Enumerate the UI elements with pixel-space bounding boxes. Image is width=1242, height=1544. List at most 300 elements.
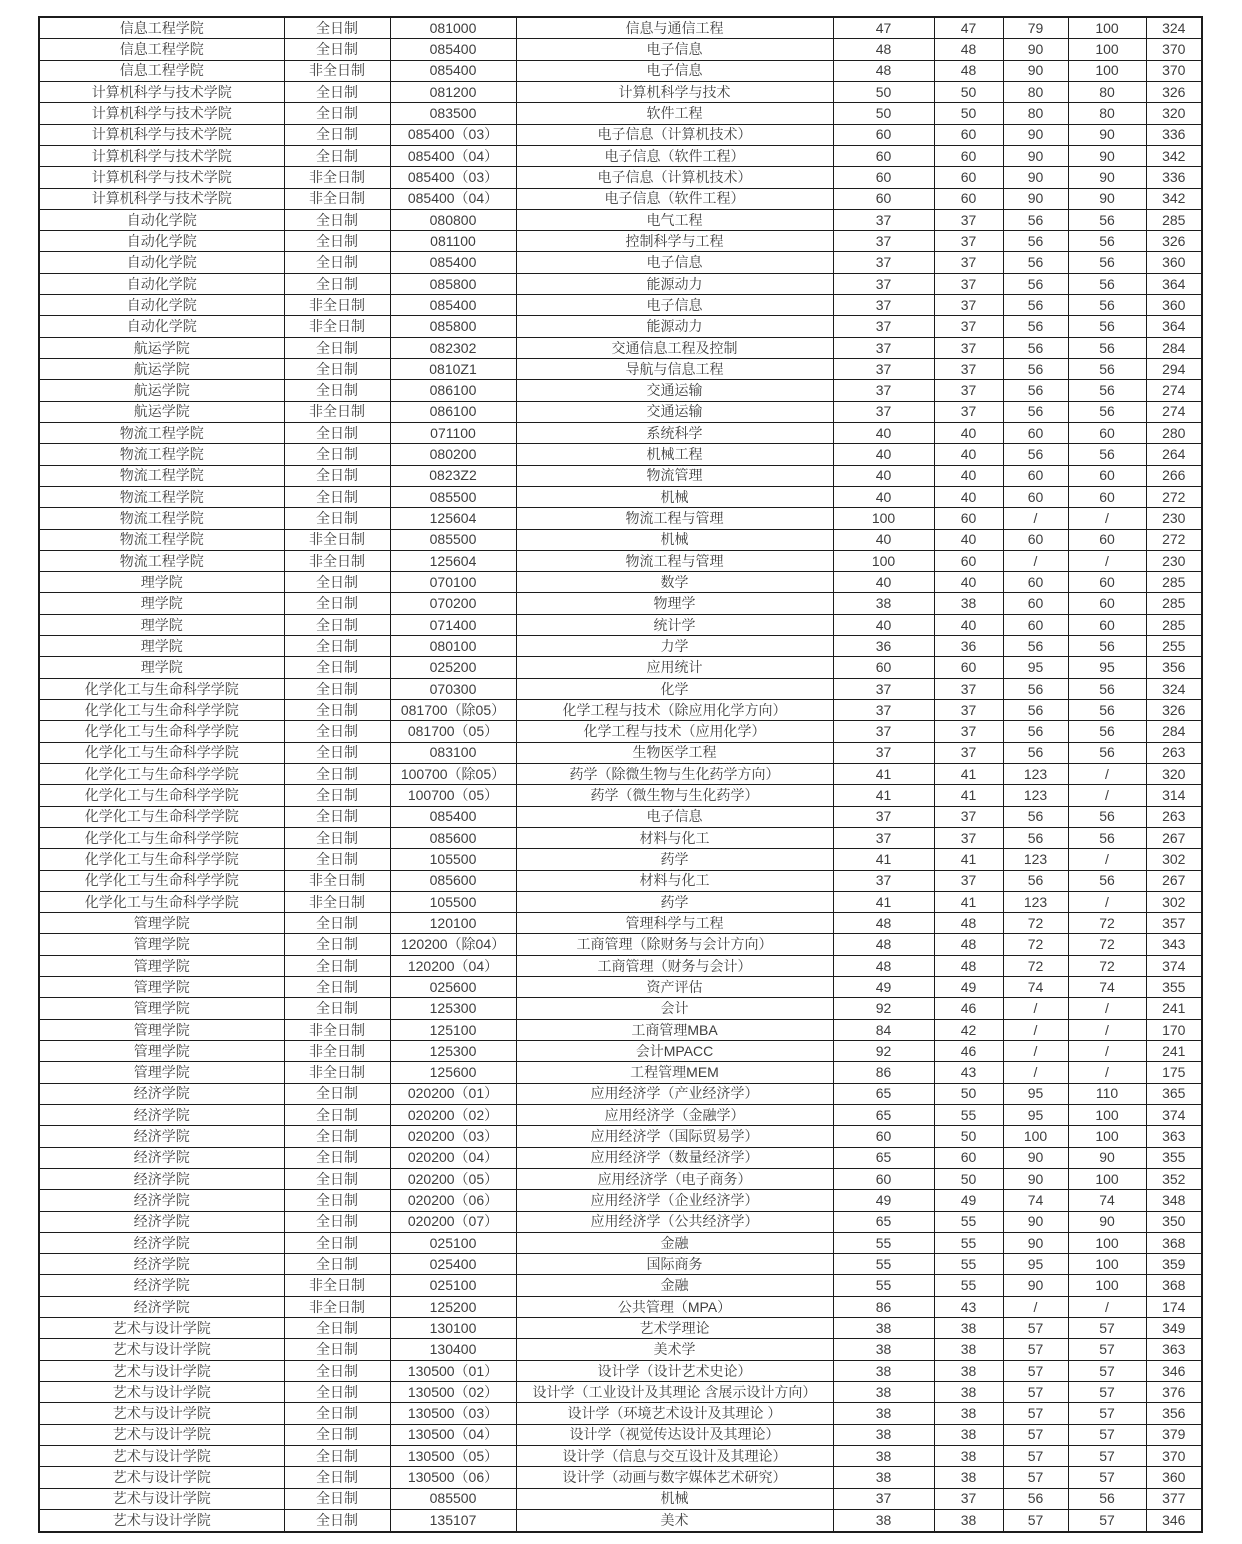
score-cell: 57 <box>1068 1424 1146 1445</box>
study-type-cell: 全日制 <box>284 977 390 998</box>
total-score-cell: 355 <box>1146 977 1202 998</box>
major-code-cell: 105500 <box>390 849 516 870</box>
score-cell: 37 <box>934 700 1003 721</box>
score-cell: 56 <box>1068 827 1146 848</box>
score-cell: 37 <box>934 721 1003 742</box>
table-row <box>39 678 1202 699</box>
table-row <box>39 508 1202 529</box>
total-score-cell: 272 <box>1146 486 1202 507</box>
table-row <box>39 977 1202 998</box>
table-row <box>39 998 1202 1019</box>
major-name-cell: 交通运输 <box>516 401 833 422</box>
score-cell: 37 <box>833 870 934 891</box>
major-name-cell: 电子信息（计算机技术） <box>516 167 833 188</box>
major-name-cell: 物流工程与管理 <box>516 508 833 529</box>
score-cell: 57 <box>1068 1318 1146 1339</box>
score-cell: 38 <box>833 593 934 614</box>
table-row <box>39 39 1202 60</box>
college-cell: 管理学院 <box>39 955 284 976</box>
total-score-cell: 336 <box>1146 167 1202 188</box>
score-cell: 90 <box>1068 1211 1146 1232</box>
major-code-cell: 025100 <box>390 1275 516 1296</box>
total-score-cell: 370 <box>1146 60 1202 81</box>
major-code-cell: 020200（06） <box>390 1190 516 1211</box>
score-cell: 56 <box>1003 870 1068 891</box>
major-name-cell: 设计学（视觉传达设计及其理论） <box>516 1424 833 1445</box>
study-type-cell: 非全日制 <box>284 1062 390 1083</box>
score-cell: 72 <box>1068 913 1146 934</box>
college-cell: 计算机科学与技术学院 <box>39 103 284 124</box>
total-score-cell: 274 <box>1146 401 1202 422</box>
table-row <box>39 1254 1202 1275</box>
major-name-cell: 应用经济学（金融学） <box>516 1104 833 1125</box>
score-cell: 38 <box>934 1339 1003 1360</box>
study-type-cell: 全日制 <box>284 1318 390 1339</box>
score-cell: 56 <box>1068 742 1146 763</box>
study-type-cell: 全日制 <box>284 998 390 1019</box>
table-row <box>39 145 1202 166</box>
college-cell: 自动化学院 <box>39 209 284 230</box>
score-cell: 42 <box>934 1019 1003 1040</box>
major-code-cell: 130100 <box>390 1318 516 1339</box>
score-cell: 40 <box>934 444 1003 465</box>
score-cell: 60 <box>1003 593 1068 614</box>
table-row <box>39 636 1202 657</box>
score-cell: 56 <box>1068 401 1146 422</box>
total-score-cell: 348 <box>1146 1190 1202 1211</box>
study-type-cell: 非全日制 <box>284 1019 390 1040</box>
total-score-cell: 360 <box>1146 252 1202 273</box>
score-cell: / <box>1003 550 1068 571</box>
college-cell: 化学化工与生命科学学院 <box>39 870 284 891</box>
study-type-cell: 全日制 <box>284 1445 390 1466</box>
total-score-cell: 284 <box>1146 721 1202 742</box>
score-cell: 49 <box>833 1190 934 1211</box>
study-type-cell: 全日制 <box>284 742 390 763</box>
score-cell: 40 <box>833 422 934 443</box>
score-cell: 38 <box>934 1467 1003 1488</box>
table-row <box>39 785 1202 806</box>
score-cell: 72 <box>1003 955 1068 976</box>
major-name-cell: 工商管理MBA <box>516 1019 833 1040</box>
table-row <box>39 465 1202 486</box>
table-row <box>39 891 1202 912</box>
score-cell: 56 <box>1003 337 1068 358</box>
score-cell: 56 <box>1068 806 1146 827</box>
table-row <box>39 1445 1202 1466</box>
score-cell: 37 <box>833 1488 934 1509</box>
score-cell: 40 <box>833 529 934 550</box>
score-cell: 100 <box>1003 1126 1068 1147</box>
major-code-cell: 083100 <box>390 742 516 763</box>
major-name-cell: 物流工程与管理 <box>516 550 833 571</box>
score-cell: / <box>1068 998 1146 1019</box>
table-row <box>39 1403 1202 1424</box>
score-cell: 57 <box>1068 1382 1146 1403</box>
college-cell: 艺术与设计学院 <box>39 1509 284 1532</box>
score-cell: / <box>1003 1296 1068 1317</box>
score-cell: 60 <box>1068 529 1146 550</box>
score-cell: 40 <box>934 572 1003 593</box>
table-row <box>39 955 1202 976</box>
college-cell: 信息工程学院 <box>39 39 284 60</box>
score-cell: 72 <box>1003 934 1068 955</box>
college-cell: 经济学院 <box>39 1211 284 1232</box>
study-type-cell: 全日制 <box>284 806 390 827</box>
score-cell: 56 <box>1003 700 1068 721</box>
score-cell: 56 <box>1003 444 1068 465</box>
major-name-cell: 软件工程 <box>516 103 833 124</box>
major-name-cell: 电子信息 <box>516 806 833 827</box>
table-row <box>39 337 1202 358</box>
table-row <box>39 209 1202 230</box>
table-row <box>39 273 1202 294</box>
score-cell: 57 <box>1068 1360 1146 1381</box>
score-cell: 90 <box>1068 188 1146 209</box>
score-cell: / <box>1068 508 1146 529</box>
score-cell: 37 <box>934 806 1003 827</box>
score-cell: 60 <box>833 657 934 678</box>
table-row <box>39 1509 1202 1532</box>
major-code-cell: 125300 <box>390 998 516 1019</box>
major-code-cell: 081200 <box>390 81 516 102</box>
total-score-cell: 377 <box>1146 1488 1202 1509</box>
score-cell: 37 <box>833 806 934 827</box>
score-cell: / <box>1068 785 1146 806</box>
score-cell: 48 <box>934 934 1003 955</box>
score-cell: 38 <box>833 1318 934 1339</box>
score-cell: 37 <box>934 827 1003 848</box>
score-cell: 41 <box>934 763 1003 784</box>
score-cell: 72 <box>1068 934 1146 955</box>
study-type-cell: 全日制 <box>284 1382 390 1403</box>
table-row <box>39 167 1202 188</box>
score-cell: 123 <box>1003 891 1068 912</box>
major-code-cell: 125604 <box>390 550 516 571</box>
total-score-cell: 343 <box>1146 934 1202 955</box>
study-type-cell: 非全日制 <box>284 870 390 891</box>
score-cell: 37 <box>934 380 1003 401</box>
score-cell: 95 <box>1068 657 1146 678</box>
score-cell: 38 <box>934 1318 1003 1339</box>
score-cell: 41 <box>833 891 934 912</box>
study-type-cell: 全日制 <box>284 700 390 721</box>
score-cell: 60 <box>1068 465 1146 486</box>
table-row <box>39 124 1202 145</box>
major-code-cell: 025100 <box>390 1232 516 1253</box>
score-cell: 37 <box>934 316 1003 337</box>
table-row <box>39 657 1202 678</box>
score-cell: 38 <box>934 1509 1003 1532</box>
score-cell: 48 <box>833 934 934 955</box>
total-score-cell: 314 <box>1146 785 1202 806</box>
total-score-cell: 285 <box>1146 209 1202 230</box>
score-cell: 74 <box>1003 1190 1068 1211</box>
score-cell: 43 <box>934 1062 1003 1083</box>
college-cell: 计算机科学与技术学院 <box>39 145 284 166</box>
table-row <box>39 231 1202 252</box>
score-cell: 38 <box>833 1509 934 1532</box>
study-type-cell: 全日制 <box>284 1211 390 1232</box>
study-type-cell: 全日制 <box>284 934 390 955</box>
table-row <box>39 1041 1202 1062</box>
score-cell: / <box>1003 1062 1068 1083</box>
score-cell: / <box>1003 1041 1068 1062</box>
score-cell: 46 <box>934 998 1003 1019</box>
score-cell: 90 <box>1003 1147 1068 1168</box>
major-name-cell: 管理科学与工程 <box>516 913 833 934</box>
score-cell: 48 <box>833 39 934 60</box>
score-cell: 41 <box>833 785 934 806</box>
college-cell: 经济学院 <box>39 1190 284 1211</box>
table-row <box>39 316 1202 337</box>
study-type-cell: 全日制 <box>284 1147 390 1168</box>
table-row <box>39 763 1202 784</box>
score-cell: 40 <box>833 444 934 465</box>
college-cell: 理学院 <box>39 614 284 635</box>
score-cell: 48 <box>934 955 1003 976</box>
total-score-cell: 272 <box>1146 529 1202 550</box>
study-type-cell: 全日制 <box>284 508 390 529</box>
major-code-cell: 130500（02） <box>390 1382 516 1403</box>
score-cell: 123 <box>1003 849 1068 870</box>
table-row <box>39 614 1202 635</box>
major-code-cell: 120200（04） <box>390 955 516 976</box>
major-name-cell: 能源动力 <box>516 273 833 294</box>
major-name-cell: 信息与通信工程 <box>516 17 833 39</box>
major-code-cell: 082302 <box>390 337 516 358</box>
score-cell: 55 <box>934 1232 1003 1253</box>
total-score-cell: 324 <box>1146 17 1202 39</box>
score-cell: 56 <box>1003 636 1068 657</box>
college-cell: 化学化工与生命科学学院 <box>39 849 284 870</box>
score-cell: 37 <box>934 1488 1003 1509</box>
score-cell: 37 <box>833 209 934 230</box>
table-row <box>39 252 1202 273</box>
major-name-cell: 应用统计 <box>516 657 833 678</box>
college-cell: 经济学院 <box>39 1104 284 1125</box>
major-code-cell: 080100 <box>390 636 516 657</box>
total-score-cell: 302 <box>1146 891 1202 912</box>
score-cell: 60 <box>934 167 1003 188</box>
total-score-cell: 370 <box>1146 39 1202 60</box>
score-cell: 90 <box>1003 188 1068 209</box>
table-row <box>39 1360 1202 1381</box>
table-row <box>39 1467 1202 1488</box>
study-type-cell: 全日制 <box>284 1488 390 1509</box>
total-score-cell: 324 <box>1146 678 1202 699</box>
table-row <box>39 103 1202 124</box>
study-type-cell: 非全日制 <box>284 550 390 571</box>
score-cell: 56 <box>1003 252 1068 273</box>
study-type-cell: 全日制 <box>284 1190 390 1211</box>
score-cell: 49 <box>934 1190 1003 1211</box>
score-cell: 80 <box>1068 103 1146 124</box>
major-code-cell: 080200 <box>390 444 516 465</box>
table-row <box>39 1232 1202 1253</box>
score-cell: 37 <box>934 678 1003 699</box>
score-cell: 38 <box>833 1339 934 1360</box>
score-cell: 56 <box>1003 231 1068 252</box>
score-cell: 48 <box>833 913 934 934</box>
college-cell: 管理学院 <box>39 1019 284 1040</box>
score-cell: 100 <box>1068 1254 1146 1275</box>
college-cell: 经济学院 <box>39 1275 284 1296</box>
total-score-cell: 349 <box>1146 1318 1202 1339</box>
score-cell: 37 <box>833 273 934 294</box>
total-score-cell: 285 <box>1146 572 1202 593</box>
score-cell: 56 <box>1068 678 1146 699</box>
college-cell: 物流工程学院 <box>39 529 284 550</box>
score-cell: 48 <box>934 60 1003 81</box>
college-cell: 管理学院 <box>39 913 284 934</box>
score-cell: / <box>1003 998 1068 1019</box>
major-code-cell: 105500 <box>390 891 516 912</box>
major-code-cell: 0823Z2 <box>390 465 516 486</box>
major-name-cell: 能源动力 <box>516 316 833 337</box>
score-cell: 40 <box>833 614 934 635</box>
major-code-cell: 025400 <box>390 1254 516 1275</box>
table-row <box>39 295 1202 316</box>
total-score-cell: 342 <box>1146 145 1202 166</box>
total-score-cell: 359 <box>1146 1254 1202 1275</box>
major-code-cell: 130500（03） <box>390 1403 516 1424</box>
score-cell: 43 <box>934 1296 1003 1317</box>
score-cell: 56 <box>1068 444 1146 465</box>
score-cell: 74 <box>1068 977 1146 998</box>
score-cell: 50 <box>934 1126 1003 1147</box>
score-cell: 95 <box>1003 1104 1068 1125</box>
major-name-cell: 电子信息 <box>516 295 833 316</box>
college-cell: 管理学院 <box>39 998 284 1019</box>
score-cell: 84 <box>833 1019 934 1040</box>
study-type-cell: 全日制 <box>284 763 390 784</box>
score-cell: 37 <box>833 721 934 742</box>
score-cell: 60 <box>934 145 1003 166</box>
major-name-cell: 化学工程与技术（除应用化学方向） <box>516 700 833 721</box>
score-cell: 47 <box>934 17 1003 39</box>
study-type-cell: 全日制 <box>284 1467 390 1488</box>
college-cell: 经济学院 <box>39 1254 284 1275</box>
score-cell: 60 <box>833 188 934 209</box>
table-row <box>39 1275 1202 1296</box>
score-cell: 90 <box>1003 60 1068 81</box>
total-score-cell: 360 <box>1146 1467 1202 1488</box>
score-cell: 123 <box>1003 763 1068 784</box>
study-type-cell: 全日制 <box>284 465 390 486</box>
major-code-cell: 080800 <box>390 209 516 230</box>
college-cell: 信息工程学院 <box>39 17 284 39</box>
study-type-cell: 全日制 <box>284 593 390 614</box>
total-score-cell: 326 <box>1146 231 1202 252</box>
score-cell: 37 <box>934 273 1003 294</box>
score-cell: 56 <box>1003 359 1068 380</box>
score-cell: 60 <box>833 145 934 166</box>
major-code-cell: 020200（05） <box>390 1168 516 1189</box>
score-cell: 40 <box>934 486 1003 507</box>
score-cell: 90 <box>1068 145 1146 166</box>
table-row <box>39 1147 1202 1168</box>
study-type-cell: 全日制 <box>284 81 390 102</box>
score-cell: 100 <box>1068 1275 1146 1296</box>
total-score-cell: 175 <box>1146 1062 1202 1083</box>
score-cell: 50 <box>833 81 934 102</box>
college-cell: 计算机科学与技术学院 <box>39 81 284 102</box>
study-type-cell: 全日制 <box>284 955 390 976</box>
major-name-cell: 化学 <box>516 678 833 699</box>
major-code-cell: 070200 <box>390 593 516 614</box>
college-cell: 物流工程学院 <box>39 550 284 571</box>
study-type-cell: 全日制 <box>284 252 390 273</box>
major-code-cell: 086100 <box>390 401 516 422</box>
total-score-cell: 274 <box>1146 380 1202 401</box>
college-cell: 自动化学院 <box>39 252 284 273</box>
score-cell: 86 <box>833 1062 934 1083</box>
college-cell: 物流工程学院 <box>39 508 284 529</box>
total-score-cell: 336 <box>1146 124 1202 145</box>
major-name-cell: 金融 <box>516 1275 833 1296</box>
major-name-cell: 数学 <box>516 572 833 593</box>
total-score-cell: 374 <box>1146 955 1202 976</box>
study-type-cell: 全日制 <box>284 678 390 699</box>
table-row <box>39 827 1202 848</box>
college-cell: 经济学院 <box>39 1126 284 1147</box>
study-type-cell: 全日制 <box>284 1232 390 1253</box>
college-cell: 航运学院 <box>39 401 284 422</box>
study-type-cell: 非全日制 <box>284 295 390 316</box>
score-cell: 40 <box>934 465 1003 486</box>
total-score-cell: 360 <box>1146 295 1202 316</box>
table-row <box>39 1126 1202 1147</box>
score-cell: 56 <box>1068 273 1146 294</box>
score-cell: 37 <box>934 870 1003 891</box>
score-cell: 55 <box>833 1232 934 1253</box>
score-cell: 40 <box>833 572 934 593</box>
college-cell: 化学化工与生命科学学院 <box>39 806 284 827</box>
score-cell: 56 <box>1068 870 1146 891</box>
score-cell: 74 <box>1068 1190 1146 1211</box>
total-score-cell: 356 <box>1146 1403 1202 1424</box>
college-cell: 理学院 <box>39 657 284 678</box>
score-cell: / <box>1068 1019 1146 1040</box>
total-score-cell: 374 <box>1146 1104 1202 1125</box>
total-score-cell: 170 <box>1146 1019 1202 1040</box>
table-row <box>39 870 1202 891</box>
major-name-cell: 药学 <box>516 891 833 912</box>
major-code-cell: 085500 <box>390 486 516 507</box>
college-cell: 管理学院 <box>39 934 284 955</box>
major-name-cell: 应用经济学（电子商务） <box>516 1168 833 1189</box>
college-cell: 自动化学院 <box>39 273 284 294</box>
major-code-cell: 025600 <box>390 977 516 998</box>
study-type-cell: 全日制 <box>284 1509 390 1532</box>
major-name-cell: 电子信息 <box>516 60 833 81</box>
score-cell: / <box>1003 1019 1068 1040</box>
score-cell: 100 <box>1068 1168 1146 1189</box>
major-name-cell: 应用经济学（公共经济学） <box>516 1211 833 1232</box>
total-score-cell: 230 <box>1146 508 1202 529</box>
study-type-cell: 全日制 <box>284 1360 390 1381</box>
table-row <box>39 1382 1202 1403</box>
study-type-cell: 全日制 <box>284 1126 390 1147</box>
college-cell: 艺术与设计学院 <box>39 1445 284 1466</box>
score-cell: 47 <box>833 17 934 39</box>
score-cell: 60 <box>934 124 1003 145</box>
table-row <box>39 550 1202 571</box>
major-code-cell: 120200（除04） <box>390 934 516 955</box>
major-code-cell: 020200（03） <box>390 1126 516 1147</box>
score-cell: 56 <box>1068 316 1146 337</box>
